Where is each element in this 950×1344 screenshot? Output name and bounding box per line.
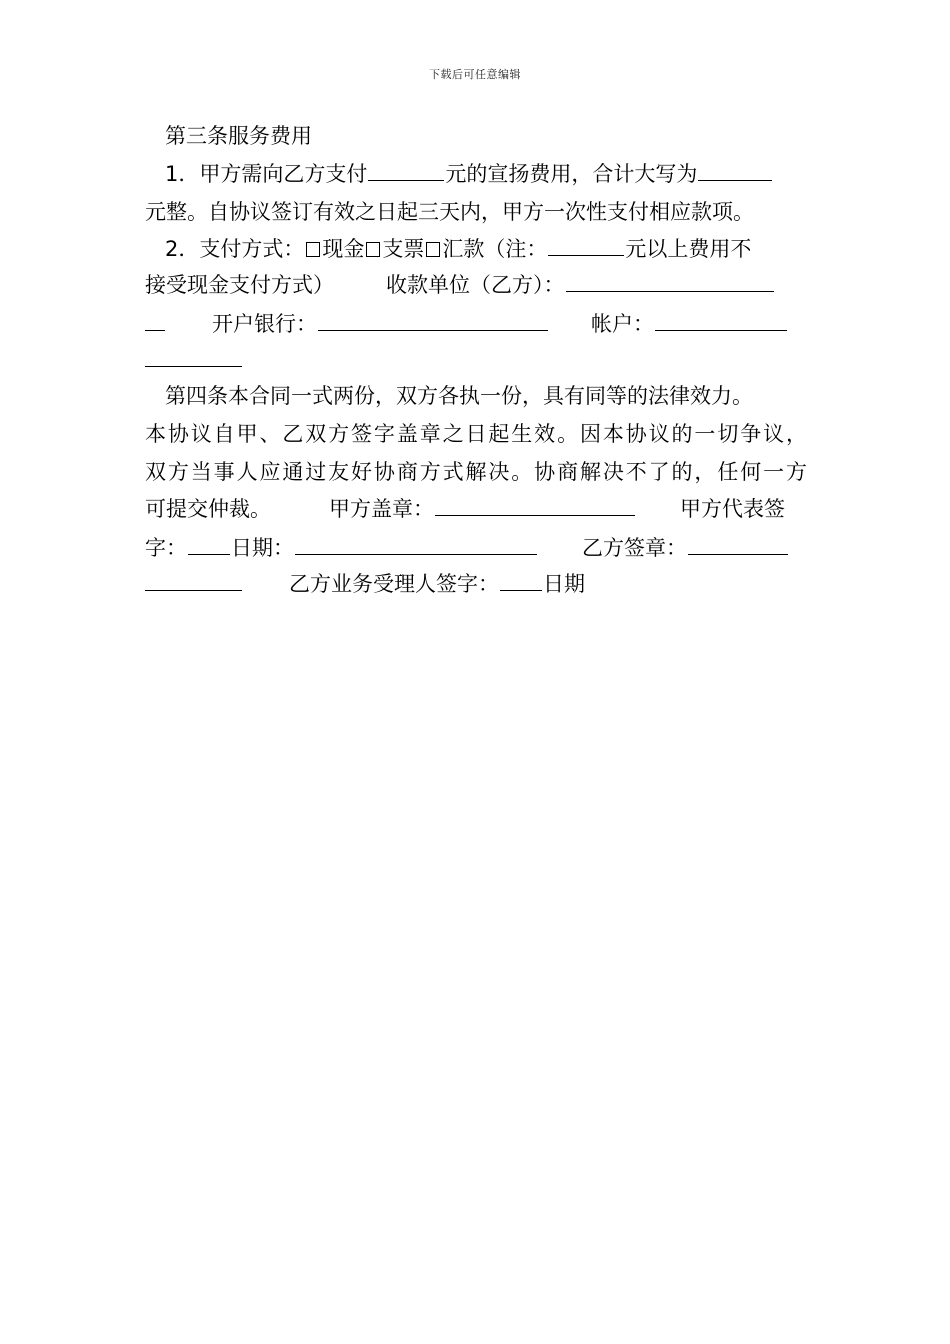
option-remit-label: 汇款 — [442, 237, 485, 261]
item2-text-b: （注： — [484, 237, 548, 261]
date-blank[interactable] — [295, 533, 537, 555]
item2-text-a: 2．支付方式： — [165, 237, 305, 261]
seal-b-blank-cont[interactable] — [145, 569, 242, 591]
seal-a-blank[interactable] — [435, 494, 635, 516]
article4-line3: 双方当事人应通过友好协商方式解决。协商解决不了的，任何一方 — [145, 460, 807, 484]
article3-item2-line2 — [145, 270, 807, 299]
bank-label: 开户银行： — [212, 312, 317, 336]
checkbox-remit[interactable] — [426, 242, 440, 257]
payee-blank-cont[interactable] — [145, 309, 165, 331]
article3-item2-line3 — [145, 309, 807, 338]
option-cash-label: 现金 — [322, 237, 365, 261]
threshold-blank[interactable] — [548, 234, 624, 256]
payee-blank[interactable] — [566, 270, 774, 292]
article4-line5 — [145, 533, 807, 562]
handler-b-label: 乙方业务受理人签字： — [289, 572, 499, 596]
account-blank-cont[interactable] — [145, 345, 242, 367]
checkbox-cash[interactable] — [306, 242, 320, 257]
account-blank[interactable] — [655, 309, 787, 331]
date-label-2: 日期 — [543, 572, 585, 596]
account-label: 帐户： — [591, 312, 654, 336]
bank-blank[interactable] — [318, 309, 548, 331]
checkbox-check[interactable] — [366, 242, 380, 257]
rep-a-label-cont: 字： — [145, 536, 187, 560]
seal-b-blank[interactable] — [688, 533, 788, 555]
seal-b-label: 乙方签章： — [582, 536, 687, 560]
article4-line4 — [145, 494, 807, 523]
payee-label: 收款单位（乙方）： — [386, 273, 565, 297]
article3-title: 第三条服务费用 — [165, 124, 312, 148]
option-check-label: 支票 — [382, 237, 425, 261]
article4-line1: 第四条本合同一式两份，双方各执一份，具有同等的法律效力。 — [165, 384, 753, 408]
article3-item2-line1 — [165, 234, 807, 263]
handler-b-blank[interactable] — [500, 569, 542, 591]
page-header: 下载后可任意编辑 — [429, 68, 521, 81]
arbitration-text: 可提交仲裁。 — [145, 497, 271, 521]
item2-text-c: 元以上费用不 — [625, 237, 752, 261]
rep-a-label: 甲方代表签 — [680, 497, 785, 521]
amount-blank[interactable] — [368, 159, 444, 181]
rep-a-blank[interactable] — [188, 533, 230, 555]
article3-item1-line2: 元整。自协议签订有效之日起三天内，甲方一次性支付相应款项。 — [145, 200, 754, 224]
amount-words-blank[interactable] — [698, 159, 772, 181]
article4-line6 — [145, 569, 807, 598]
article4-line2: 本协议自甲、乙双方签字盖章之日起生效。因本协议的一切争议， — [145, 422, 807, 446]
article3-item2-line4 — [145, 345, 807, 374]
seal-a-label: 甲方盖章： — [329, 497, 434, 521]
item1-text-b: 元的宣扬费用，合计大写为 — [445, 162, 698, 186]
article3-item1-line1 — [165, 159, 807, 188]
item1-text-a: 1．甲方需向乙方支付 — [165, 162, 368, 186]
date-label: 日期： — [231, 536, 294, 560]
item2-text-d: 接受现金支付方式） — [145, 273, 334, 297]
